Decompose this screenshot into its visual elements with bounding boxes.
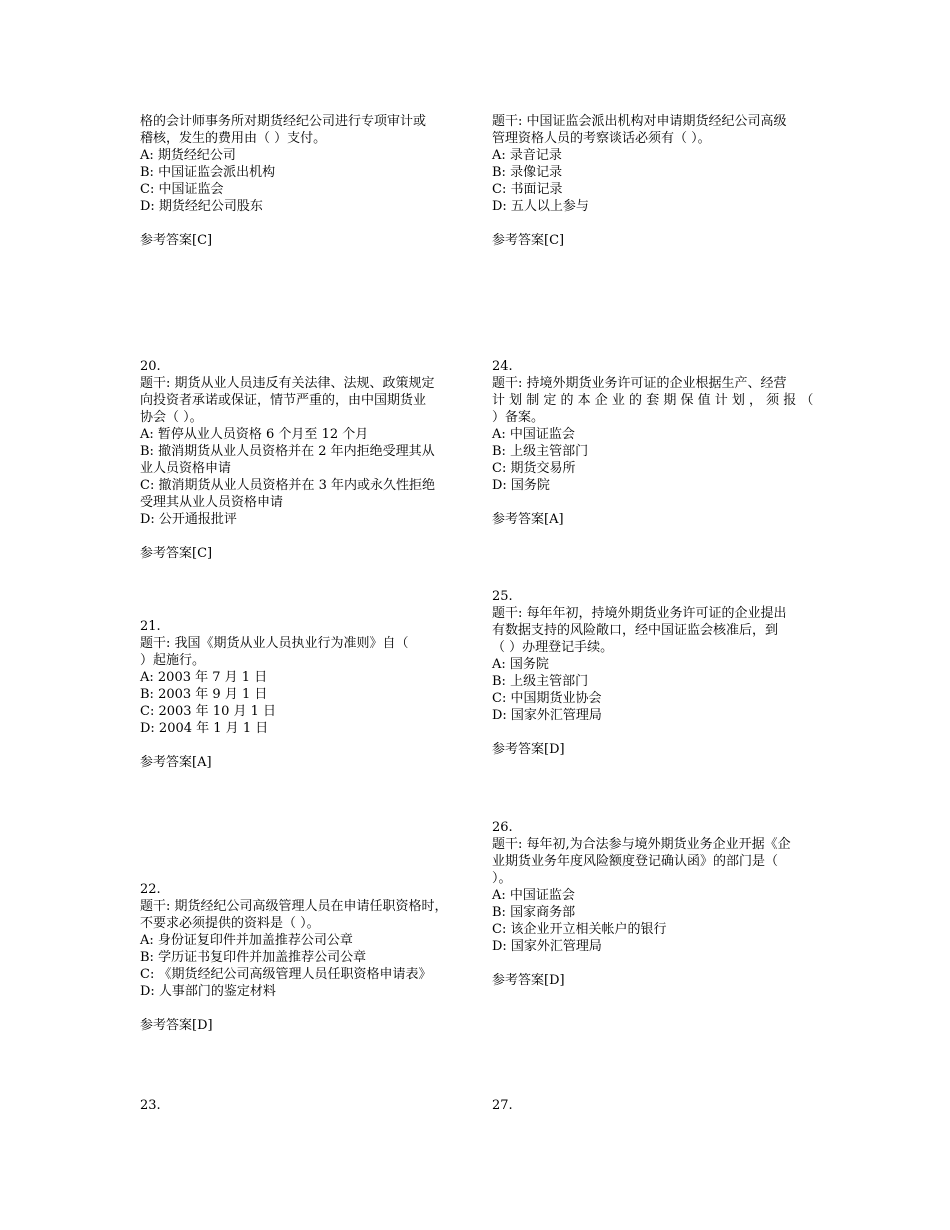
question-stem: 业期货业务年度风险额度登记确认函》的部门是（ xyxy=(492,854,779,869)
question-stem: ）。 xyxy=(492,871,512,886)
answer-key: 参考答案[D] xyxy=(492,973,565,988)
answer-key: 参考答案[A] xyxy=(140,755,212,770)
option-d: D: 2004 年 1 月 1 日 xyxy=(140,721,269,736)
option-d: D: 人事部门的鉴定材料 xyxy=(140,984,276,999)
question-block-27 xyxy=(492,1097,812,1114)
answer-key: 参考答案[C] xyxy=(492,233,565,248)
option-b: B: 上级主管部门 xyxy=(492,444,589,459)
answer-key: 参考答案[C] xyxy=(140,233,213,248)
question-stem: 题干: 期货从业人员违反有关法律、法规、政策规定 xyxy=(140,376,435,391)
question-stem: 管理资格人员的考察谈话必须有（ ）。 xyxy=(492,131,711,146)
option-d: D: 国家外汇管理局 xyxy=(492,939,602,954)
option-a: A: 暂停从业人员资格 6 个月至 12 个月 xyxy=(140,427,369,442)
question-stem: 题干: 中国证监会派出机构对申请期货经纪公司高级 xyxy=(492,114,787,129)
question-number: 26. xyxy=(492,820,513,835)
question-number: 24. xyxy=(492,359,513,374)
answer-key: 参考答案[D] xyxy=(492,742,565,757)
question-block-26 xyxy=(492,819,812,989)
option-b: B: 学历证书复印件并加盖推荐公司公章 xyxy=(140,950,367,965)
option-b: B: 中国证监会派出机构 xyxy=(140,165,276,180)
option-a: A: 录音记录 xyxy=(492,148,562,163)
option-b: B: 2003 年 9 月 1 日 xyxy=(140,687,268,702)
question-block-24 xyxy=(492,358,812,528)
question-block-23 xyxy=(140,1097,465,1114)
option-d: D: 期货经纪公司股东 xyxy=(140,199,263,214)
option-b: B: 上级主管部门 xyxy=(492,674,589,689)
question-block-19-continued xyxy=(140,113,465,249)
option-c: C: 书面记录 xyxy=(492,182,563,197)
question-stem: ）起施行。 xyxy=(140,653,206,668)
question-stem: 计 划 制 定 的 本 企 业 的 套 期 保 值 计 划 ， 须 报 （ xyxy=(492,393,814,408)
question-stem: 向投资者承诺或保证，情节严重的，由中国期货业 xyxy=(140,393,427,408)
answer-key: 参考答案[D] xyxy=(140,1018,213,1033)
question-number: 20. xyxy=(140,359,161,374)
question-stem: ）备案。 xyxy=(492,410,545,425)
question-stem: 格的会计师事务所对期货经纪公司进行专项审计或 xyxy=(140,114,427,129)
option-a: A: 中国证监会 xyxy=(492,427,575,442)
option-b: B: 国家商务部 xyxy=(492,905,576,920)
question-stem: 题干: 每年初,为合法参与境外期货业务企业开据《企 xyxy=(492,837,791,852)
option-a: A: 2003 年 7 月 1 日 xyxy=(140,670,268,685)
option-c: C: 中国期货业协会 xyxy=(492,691,602,706)
option-a: A: 期货经纪公司 xyxy=(140,148,236,163)
question-number: 23. xyxy=(140,1098,161,1113)
question-stem: 题干: 持境外期货业务许可证的企业根据生产、经营 xyxy=(492,376,787,391)
option-b-continued: 业人员资格申请 xyxy=(140,461,232,476)
question-stem: 有数据支持的风险敞口，经中国证监会核准后，到 xyxy=(492,623,779,638)
option-c: C: 该企业开立相关帐户的银行 xyxy=(492,922,667,937)
question-stem: 稽核，发生的费用由（ ）支付。 xyxy=(140,131,327,146)
question-stem: 不要求必须提供的资料是（ ）。 xyxy=(140,916,320,931)
option-d: D: 公开通报批评 xyxy=(140,512,237,527)
question-stem: 题干: 期货经纪公司高级管理人员在申请任职资格时， xyxy=(140,899,448,914)
option-c: C: 中国证监会 xyxy=(140,182,224,197)
question-number: 25. xyxy=(492,589,513,604)
option-a: A: 中国证监会 xyxy=(492,888,575,903)
question-block-20 xyxy=(140,358,465,562)
question-stem: 题干: 我国《期货从业人员执业行为准则》自（ xyxy=(140,636,409,651)
answer-key: 参考答案[A] xyxy=(492,512,564,527)
option-d: D: 五人以上参与 xyxy=(492,199,589,214)
question-number: 27. xyxy=(492,1098,513,1113)
question-block-22 xyxy=(140,881,465,1034)
question-block-25 xyxy=(492,588,812,758)
question-stem: （ ）办理登记手续。 xyxy=(492,640,614,655)
answer-key: 参考答案[C] xyxy=(140,546,213,561)
option-c: C: 2003 年 10 月 1 日 xyxy=(140,704,277,719)
option-d: D: 国家外汇管理局 xyxy=(492,708,602,723)
option-c: C: 撤消期货从业人员资格并在 3 年内或永久性拒绝 xyxy=(140,478,435,493)
option-b: B: 录像记录 xyxy=(492,165,563,180)
question-block-21 xyxy=(140,618,465,771)
question-stem: 题干: 每年年初，持境外期货业务许可证的企业提出 xyxy=(492,606,787,621)
option-c-continued: 受理其从业人员资格申请 xyxy=(140,495,284,510)
option-c: C: 期货交易所 xyxy=(492,461,576,476)
option-a: A: 国务院 xyxy=(492,657,549,672)
option-c: C: 《期货经纪公司高级管理人员任职资格申请表》 xyxy=(140,967,432,982)
question-number: 21. xyxy=(140,619,161,634)
question-number: 22. xyxy=(140,882,161,897)
option-a: A: 身份证复印件并加盖推荐公司公章 xyxy=(140,933,353,948)
question-stem: 协会（ ）。 xyxy=(140,410,203,425)
question-block-23-continued xyxy=(492,113,812,249)
option-b: B: 撤消期货从业人员资格并在 2 年内拒绝受理其从 xyxy=(140,444,435,459)
option-d: D: 国务院 xyxy=(492,478,550,493)
